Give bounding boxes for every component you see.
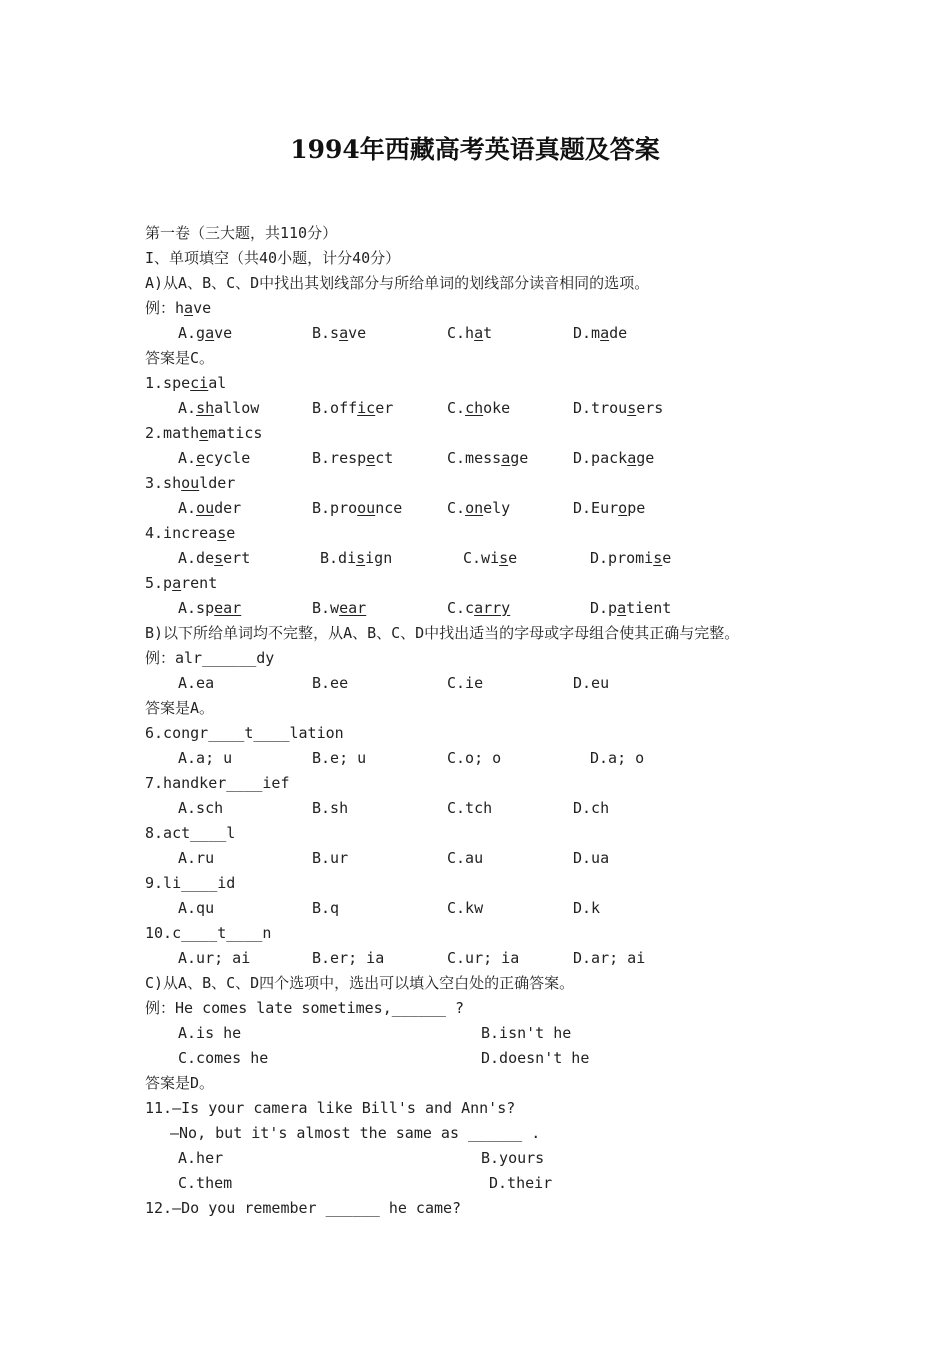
- option-b: B.sh: [312, 799, 349, 817]
- option-a: A.ur; ai: [178, 949, 251, 967]
- option-b: B.e; u: [312, 749, 367, 767]
- question-12: 12.—Do you remember ______ he came?: [145, 1199, 462, 1217]
- option-d: D.trousers: [573, 399, 664, 417]
- option-c: C.choke: [447, 399, 511, 417]
- option-a: A.shallow: [178, 399, 260, 417]
- question-9: 9.li____id: [145, 874, 236, 892]
- option-a: A.a; u: [178, 749, 233, 767]
- option-b: B.q: [312, 899, 340, 917]
- question-7: 7.handker____ief: [145, 774, 290, 792]
- option-b: B.respect: [312, 449, 394, 467]
- option-d: D.ch: [573, 799, 610, 817]
- option-d: D.package: [573, 449, 655, 467]
- option-b: B.ur: [312, 849, 349, 867]
- example-b-stem: 例：alr______dy: [145, 649, 275, 667]
- option-a: A.gave: [178, 324, 233, 342]
- option-b: B.proounce: [312, 499, 403, 517]
- option-c: C.them: [178, 1174, 233, 1192]
- option-c: C.ur; ia: [447, 949, 520, 967]
- example-c-answer: 答案是D。: [145, 1074, 215, 1092]
- part-heading: 第一卷（三大题，共110分）: [145, 224, 338, 242]
- question-5: 5.parent: [145, 574, 218, 592]
- option-d: D.made: [573, 324, 628, 342]
- option-a: A.is he: [178, 1024, 242, 1042]
- option-c: C.message: [447, 449, 529, 467]
- option-b: B.wear: [312, 599, 367, 617]
- question-3: 3.shoulder: [145, 474, 236, 492]
- option-a: A.sch: [178, 799, 224, 817]
- section-c-instruction: C)从A、B、C、D四个选项中，选出可以填入空白处的正确答案。: [145, 974, 575, 992]
- option-b: B.disign: [320, 549, 393, 567]
- option-c: C.kw: [447, 899, 484, 917]
- section-heading: I、单项填空（共40小题，计分40分）: [145, 249, 401, 267]
- question-4: 4.increase: [145, 524, 236, 542]
- question-11-reply: —No, but it's almost the same as ______ .: [170, 1124, 541, 1142]
- option-c: C.carry: [447, 599, 511, 617]
- option-c: C.au: [447, 849, 484, 867]
- example-b-answer: 答案是A。: [145, 699, 215, 717]
- option-c: C.onely: [447, 499, 511, 517]
- option-a: A.desert: [178, 549, 251, 567]
- option-c: C.wise: [463, 549, 518, 567]
- option-b: B.officer: [312, 399, 394, 417]
- option-d: D.eu: [573, 674, 610, 692]
- option-a: A.spear: [178, 599, 242, 617]
- option-d: D.ar; ai: [573, 949, 646, 967]
- question-11: 11.—Is your camera like Bill's and Ann's?: [145, 1099, 516, 1117]
- section-b-instruction: B)以下所给单词均不完整，从A、B、C、D中找出适当的字母或字母组合使其正确与完整。: [145, 624, 740, 642]
- example-a-answer: 答案是C。: [145, 349, 215, 367]
- section-a-instruction: A)从A、B、C、D中找出其划线部分与所给单词的划线部分读音相同的选项。: [145, 274, 650, 292]
- option-d: D.doesn't he: [481, 1049, 590, 1067]
- option-c: C.o; o: [447, 749, 502, 767]
- question-2: 2.mathematics: [145, 424, 263, 442]
- question-10: 10.c____t____n: [145, 924, 272, 942]
- option-d: D.promise: [590, 549, 672, 567]
- option-c: C.ie: [447, 674, 484, 692]
- option-c: C.comes he: [178, 1049, 269, 1067]
- option-a: A.ea: [178, 674, 215, 692]
- option-b: B.er; ia: [312, 949, 385, 967]
- option-a: A.ecycle: [178, 449, 251, 467]
- page-title: 1994年西藏高考英语真题及答案: [290, 135, 660, 164]
- option-a: A.ouder: [178, 499, 242, 517]
- option-a: A.her: [178, 1149, 224, 1167]
- option-a: A.ru: [178, 849, 215, 867]
- option-b: B.yours: [481, 1149, 545, 1167]
- option-c: C.tch: [447, 799, 493, 817]
- option-b: B.isn't he: [481, 1024, 572, 1042]
- option-c: C.hat: [447, 324, 493, 342]
- example-c-stem: 例：He comes late sometimes,______ ?: [145, 999, 464, 1017]
- option-d: D.patient: [590, 599, 672, 617]
- example-a-stem: 例：have: [145, 299, 212, 317]
- option-d: D.Europe: [573, 499, 646, 517]
- option-b: B.ee: [312, 674, 349, 692]
- option-d: D.a; o: [590, 749, 645, 767]
- question-6: 6.congr____t____lation: [145, 724, 344, 742]
- option-a: A.qu: [178, 899, 215, 917]
- question-1: 1.special: [145, 374, 227, 392]
- option-d: D.their: [489, 1174, 553, 1192]
- question-8: 8.act____l: [145, 824, 236, 842]
- option-d: D.k: [573, 899, 601, 917]
- option-b: B.save: [312, 324, 367, 342]
- option-d: D.ua: [573, 849, 610, 867]
